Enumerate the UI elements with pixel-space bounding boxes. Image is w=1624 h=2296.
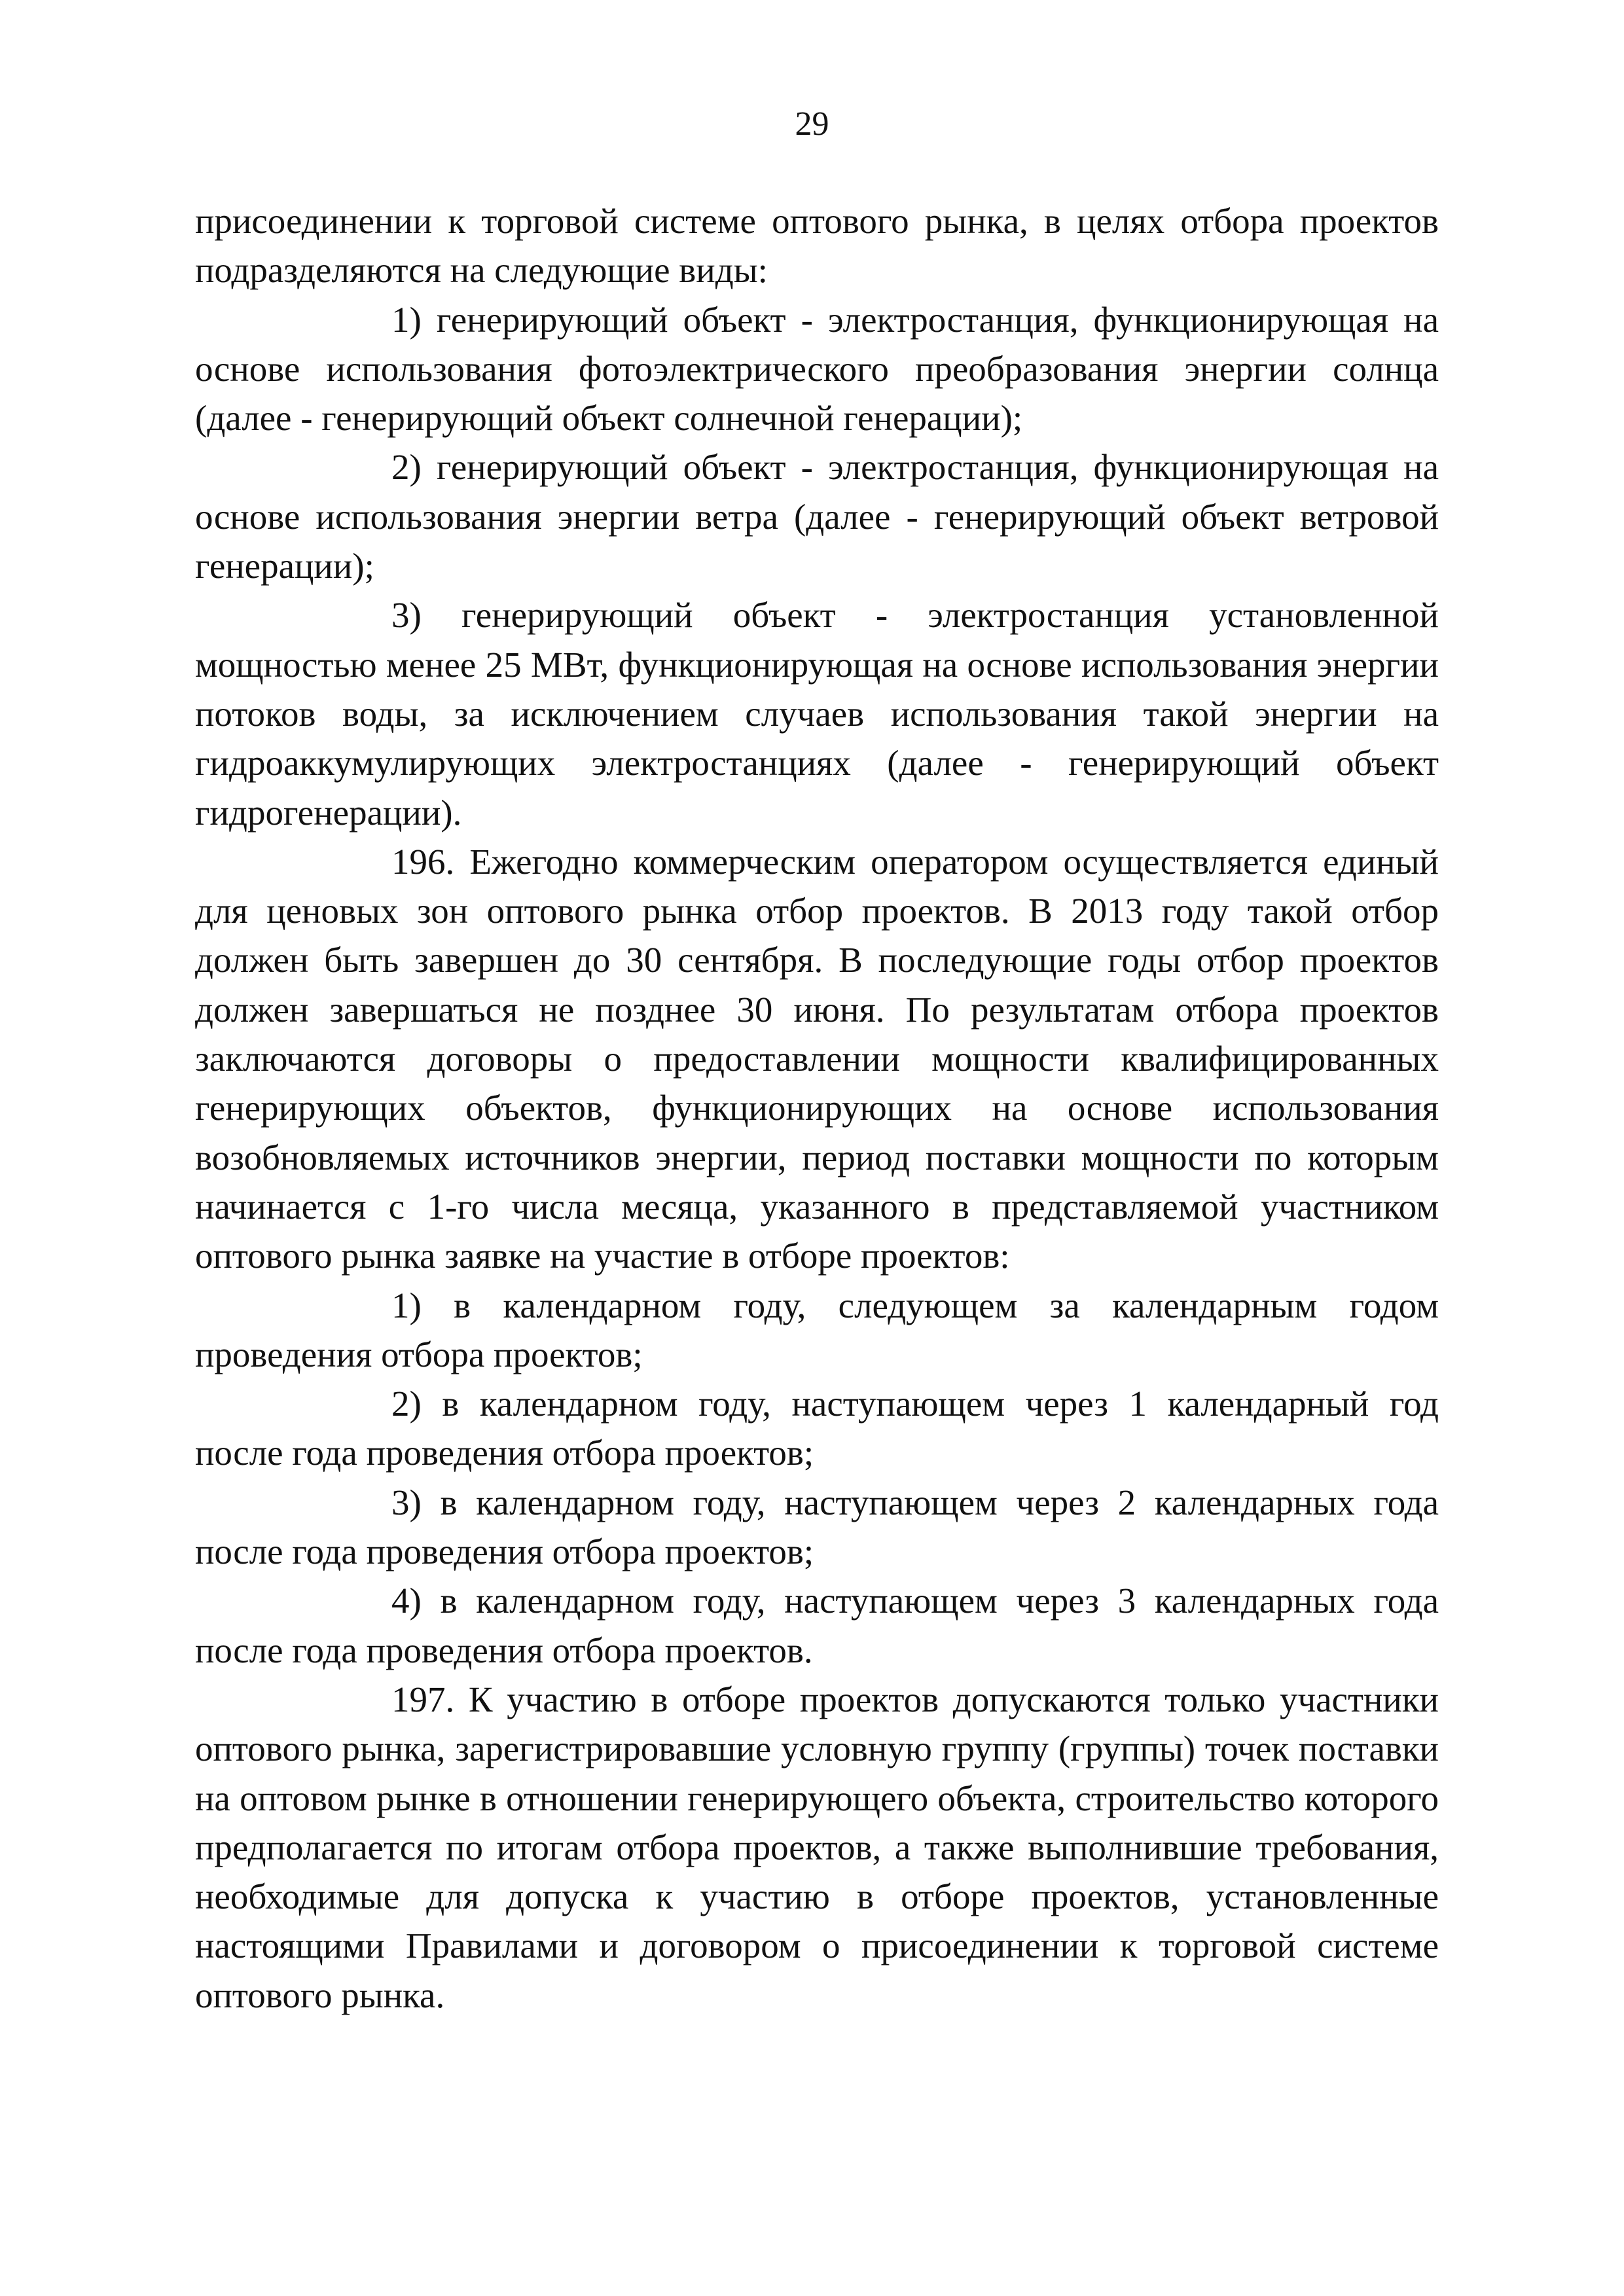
list-item-solar [195, 295, 1439, 443]
list-item-text: в календарном году, наступающем через 2 календарных года после года проведения отбора проектов; [195, 1482, 1439, 1572]
paragraph-continuation [195, 196, 1439, 295]
list-item-hydro [195, 590, 1439, 836]
page-number: 29 [795, 105, 829, 143]
list-item-text: генерирующий объект - электростанция, функционирующая на основе использования энергии ветра (далее - генерирующий объект ветровой генерации); [195, 447, 1439, 586]
list-item-number: 1) [391, 299, 422, 340]
list-item-number: 2) [391, 1384, 422, 1424]
document-body [195, 196, 1439, 2020]
list-item-number: 4) [391, 1581, 422, 1621]
clause-196 [195, 837, 1439, 1281]
clause-197 [195, 1675, 1439, 2020]
list-item-year-2 [195, 1379, 1439, 1478]
list-item-number: 2) [391, 447, 422, 488]
list-item-number: 3) [391, 1482, 422, 1522]
list-item-wind [195, 442, 1439, 590]
list-item-text: в календарном году, наступающем через 3 календарных года после года проведения отбора проектов. [195, 1581, 1439, 1670]
list-item-text: генерирующий объект - электростанция, функционирующая на основе использования фотоэлектрического преобразования энергии солнца (далее - генерирующий объект солнечной генерации); [195, 299, 1439, 439]
list-item-year-4 [195, 1576, 1439, 1675]
list-item-number: 3) [391, 595, 422, 636]
list-item-text: в календарном году, следующем за календарным годом проведения отбора проектов; [195, 1285, 1439, 1374]
clause-text: Ежегодно коммерческим оператором осуществляется единый для ценовых зон оптового рынка отбор проектов. В 2013 году такой отбор должен быть завершен до 30 сентября. В последующие годы отбор проектов должен завершаться не позднее 30 июня. По результатам отбора проектов заключаются договоры о предоставлении мощности квалифицированных генерирующих объектов, функционирующих на основе использования возобновляемых источников энергии, период поставки мощности по которым начинается с 1-го числа месяца, указанного в представляемой участником оптового рынка заявке на участие в отборе проектов: [195, 841, 1439, 1276]
list-item-year-3 [195, 1478, 1439, 1577]
clause-number: 197. [391, 1679, 455, 1719]
clause-number: 196. [391, 841, 455, 882]
clause-text: К участию в отборе проектов допускаются только участники оптового рынка, зарегистрировавшие условную группу (группы) точек поставки на оптовом рынке в отношении генерирующего объекта, строительство которого предполагается по итогам отбора проектов, а также выполнившие требования, необходимые для допуска к участию в отборе проектов, установленные настоящими Правилами и договором о присоединении к торговой системе оптового рынка. [195, 1679, 1439, 2015]
paragraph-text: присоединении к торговой системе оптового рынка, в целях отбора проектов подразделяются на следующие виды: [195, 201, 1439, 291]
list-item-year-1 [195, 1281, 1439, 1380]
list-item-number: 1) [391, 1285, 422, 1325]
list-item-text: генерирующий объект - электростанция установленной мощностью менее 25 МВт, функционирующая на основе использования энергии потоков воды, за исключением случаев использования такой энергии на гидроаккумулирующих электростанциях (далее - генерирующий объект гидрогенерации). [195, 595, 1439, 833]
list-item-text: в календарном году, наступающем через 1 календарный год после года проведения отбора проектов; [195, 1384, 1439, 1473]
